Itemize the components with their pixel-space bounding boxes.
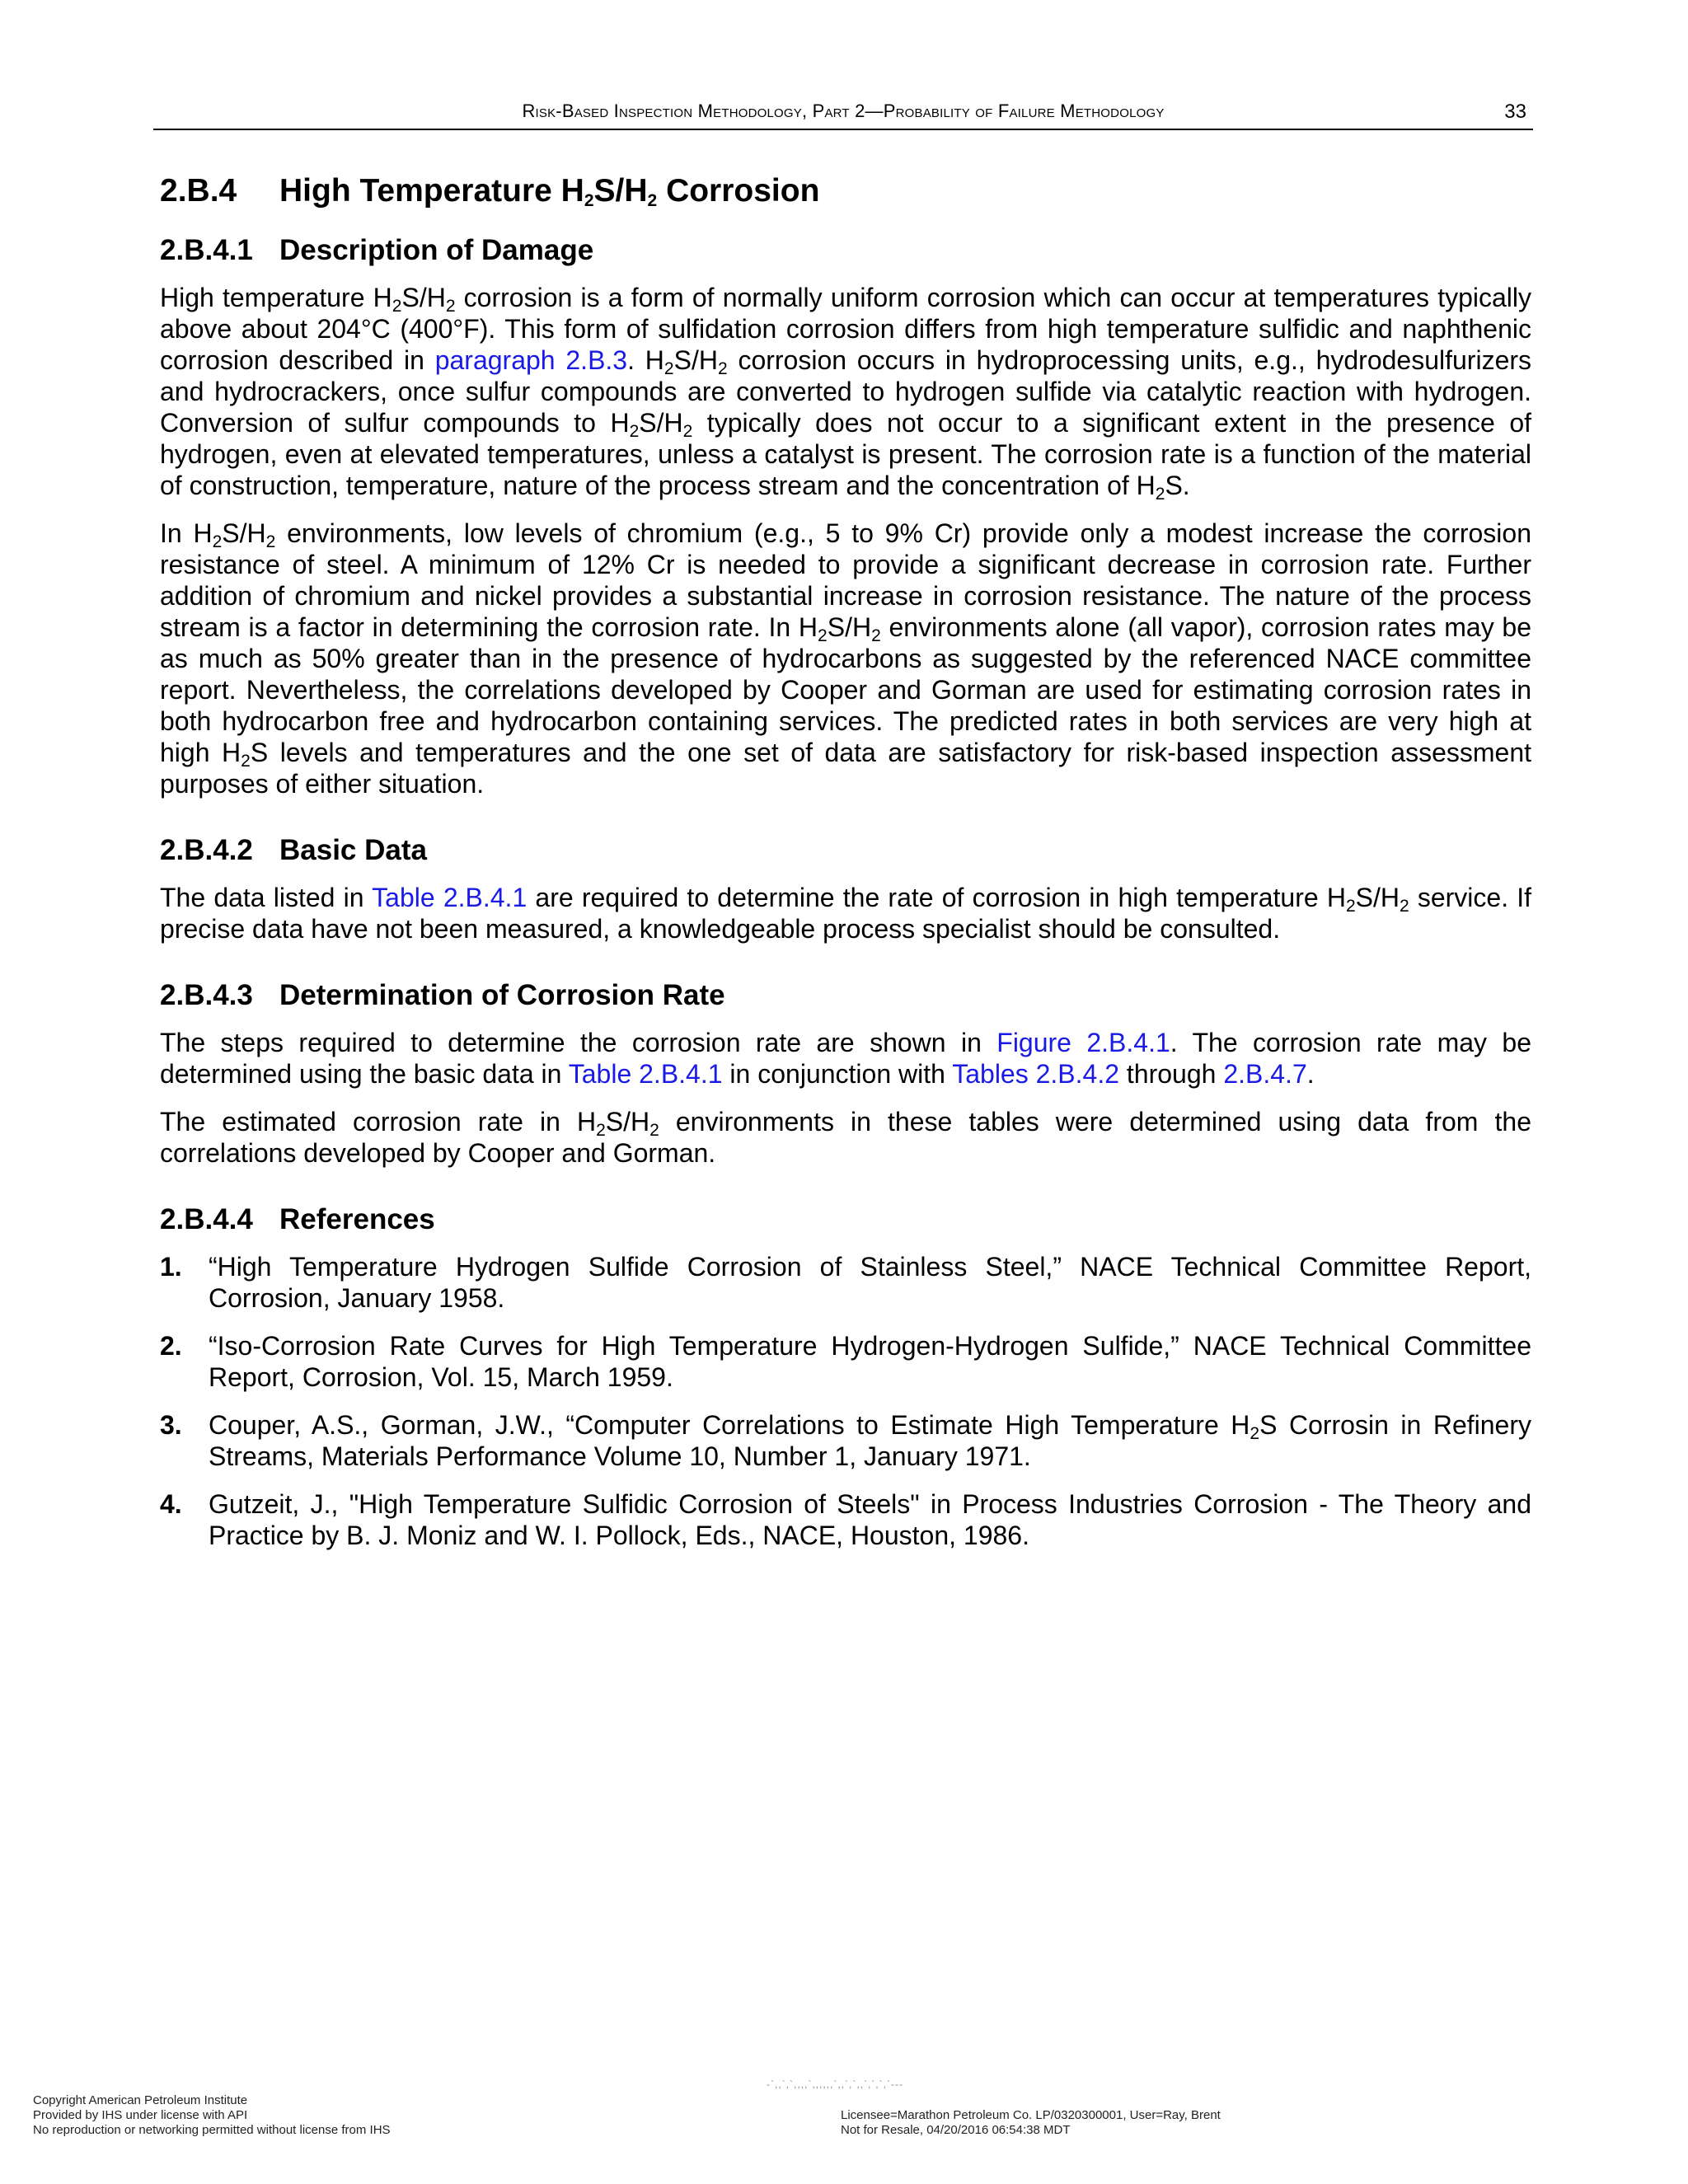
section-number: 2.B.4 xyxy=(160,173,237,209)
link-figure-2B41[interactable]: Figure 2.B.4.1 xyxy=(996,1028,1170,1057)
document-body xyxy=(160,173,1531,1568)
footer-license: Licensee=Marathon Petroleum Co. LP/0320300001, User=Ray, Brent Not for Resale, 04/20/2016 06:54:38 MDT xyxy=(841,2108,1221,2137)
paragraph-corrosion-rate-2: The estimated corrosion rate in $H_2S/H_2$ environments in these tables were determined using data from the correlations developed by Cooper and Gorman. xyxy=(160,1107,1532,1168)
reference-item: 2. “Iso-Corrosion Rate Curves for High Temperature Hydrogen-Hydrogen Sulfide,” NACE Technical Committee Report, Corrosion, Vol. 15, March 1959. xyxy=(160,1331,1531,1392)
footer-copyright: Copyright American Petroleum Institute Provided by IHS under license with API No reproduction or networking permitted without license from IHS xyxy=(33,2093,391,2137)
reference-item: 4. Gutzeit, J., "High Temperature Sulfidic Corrosion of Steels" in Process Industries Corrosion - The Theory and Practice by B. J. Moniz and W. I. Pollock, Eds., NACE, Houston, 1986. xyxy=(160,1489,1531,1550)
reference-item: 3. Couper, A.S., Gorman, J.W., “Computer Correlations to Estimate High Temperature $H_2S$ Corrosin in Refinery Streams, Materials Performance Volume 10, Number 1, January 1971. xyxy=(160,1410,1532,1471)
reference-item: 1. “High Temperature Hydrogen Sulfide Corrosion of Stainless Steel,” NACE Technical Committee Report, Corrosion, January 1958. xyxy=(160,1252,1531,1313)
footer-dotted-mark: -`,,`,`,,,,`,,,,,,`,,`,`,,`,`,`,`--- xyxy=(767,2079,903,2090)
link-tables-2B42[interactable]: Tables 2.B.4.2 xyxy=(952,1059,1120,1089)
subsection-heading-corrosion-rate: 2.B.4.3 Determination of Corrosion Rate xyxy=(160,979,725,1011)
page-number: 33 xyxy=(1504,101,1526,123)
subsection-heading-description: 2.B.4.1 Description of Damage xyxy=(160,234,594,266)
reference-list xyxy=(160,1251,1531,1551)
page-header xyxy=(153,97,1533,130)
link-table-2B47[interactable]: 2.B.4.7 xyxy=(1223,1059,1307,1089)
paragraph-description-1: High temperature $H_2S/H_2$ corrosion is a form of normally uniform corrosion which can occur at temperatures typically above about 204°C (400°F). This form of sulfidation corrosion differs from high temperature sulfidic and naphthenic corrosion described in paragraph 2.B.3. $H_2S/H_2$ corrosion occurs in hydroprocessing units, e.g., hydrodesulfurizers and hydrocrackers, once sulfur compounds are converted to hydrogen sulfide via catalytic reaction with hydrogen. Conversion of sulfur compounds to $H_2S/H_2$ typically does not occur to a significant extent in the presence of hydrogen, even at elevated temperatures, unless a catalyst is present. The corrosion rate is a function of the material of construction, temperature, nature of the process stream and the concentration of $H_2S$. xyxy=(160,283,1532,504)
paragraph-corrosion-rate-1: The steps required to determine the corrosion rate are shown in Figure 2.B.4.1. The corrosion rate may be determined using the basic data in Table 2.B.4.1 in conjunction with Tables 2.B.4.2 through 2.B.4.7. xyxy=(160,1028,1532,1089)
subsection-heading-references: 2.B.4.4 References xyxy=(160,1203,435,1235)
paragraph-basic-data: The data listed in Table 2.B.4.1 are required to determine the rate of corrosion in high temperature $H_2S/H_2$ service. If precise data have not been measured, a knowledgeable process specialist should be consulted. xyxy=(160,883,1532,944)
running-title: Risk-Based Inspection Methodology, Part 2—Probability of Failure Methodology xyxy=(522,101,1165,121)
link-table-2B41[interactable]: Table 2.B.4.1 xyxy=(372,883,528,912)
subsection-heading-basic-data: 2.B.4.2 Basic Data xyxy=(160,834,427,866)
paragraph-description-2: In $H_2S/H_2$ environments, low levels of chromium (e.g., 5 to 9% Cr) provide only a modest increase the corrosion resistance of steel. A minimum of 12% Cr is needed to provide a significant decrease in corrosion rate. Further addition of chromium and nickel provides a substantial increase in corrosion resistance. The nature of the process stream is a factor in determining the corrosion rate. In $H_2S/H_2$ environments alone (all vapor), corrosion rates may be as much as 50% greater than in the presence of hydrocarbons as suggested by the referenced NACE committee report. Nevertheless, the correlations developed by Cooper and Gorman are used for estimating corrosion rates in both hydrocarbon free and hydrocarbon containing services. The predicted rates in both services are very high at high $H_2S$ levels and temperatures and the one set of data are satisfactory for risk-based inspection assessment purposes of either situation. xyxy=(160,518,1532,799)
link-paragraph-2B3[interactable]: paragraph 2.B.3 xyxy=(434,345,628,375)
section-heading: 2.B.4 High Temperature $H_2S/H_2$ Corrosion xyxy=(160,173,820,210)
link-table-2B41[interactable]: Table 2.B.4.1 xyxy=(568,1059,723,1089)
